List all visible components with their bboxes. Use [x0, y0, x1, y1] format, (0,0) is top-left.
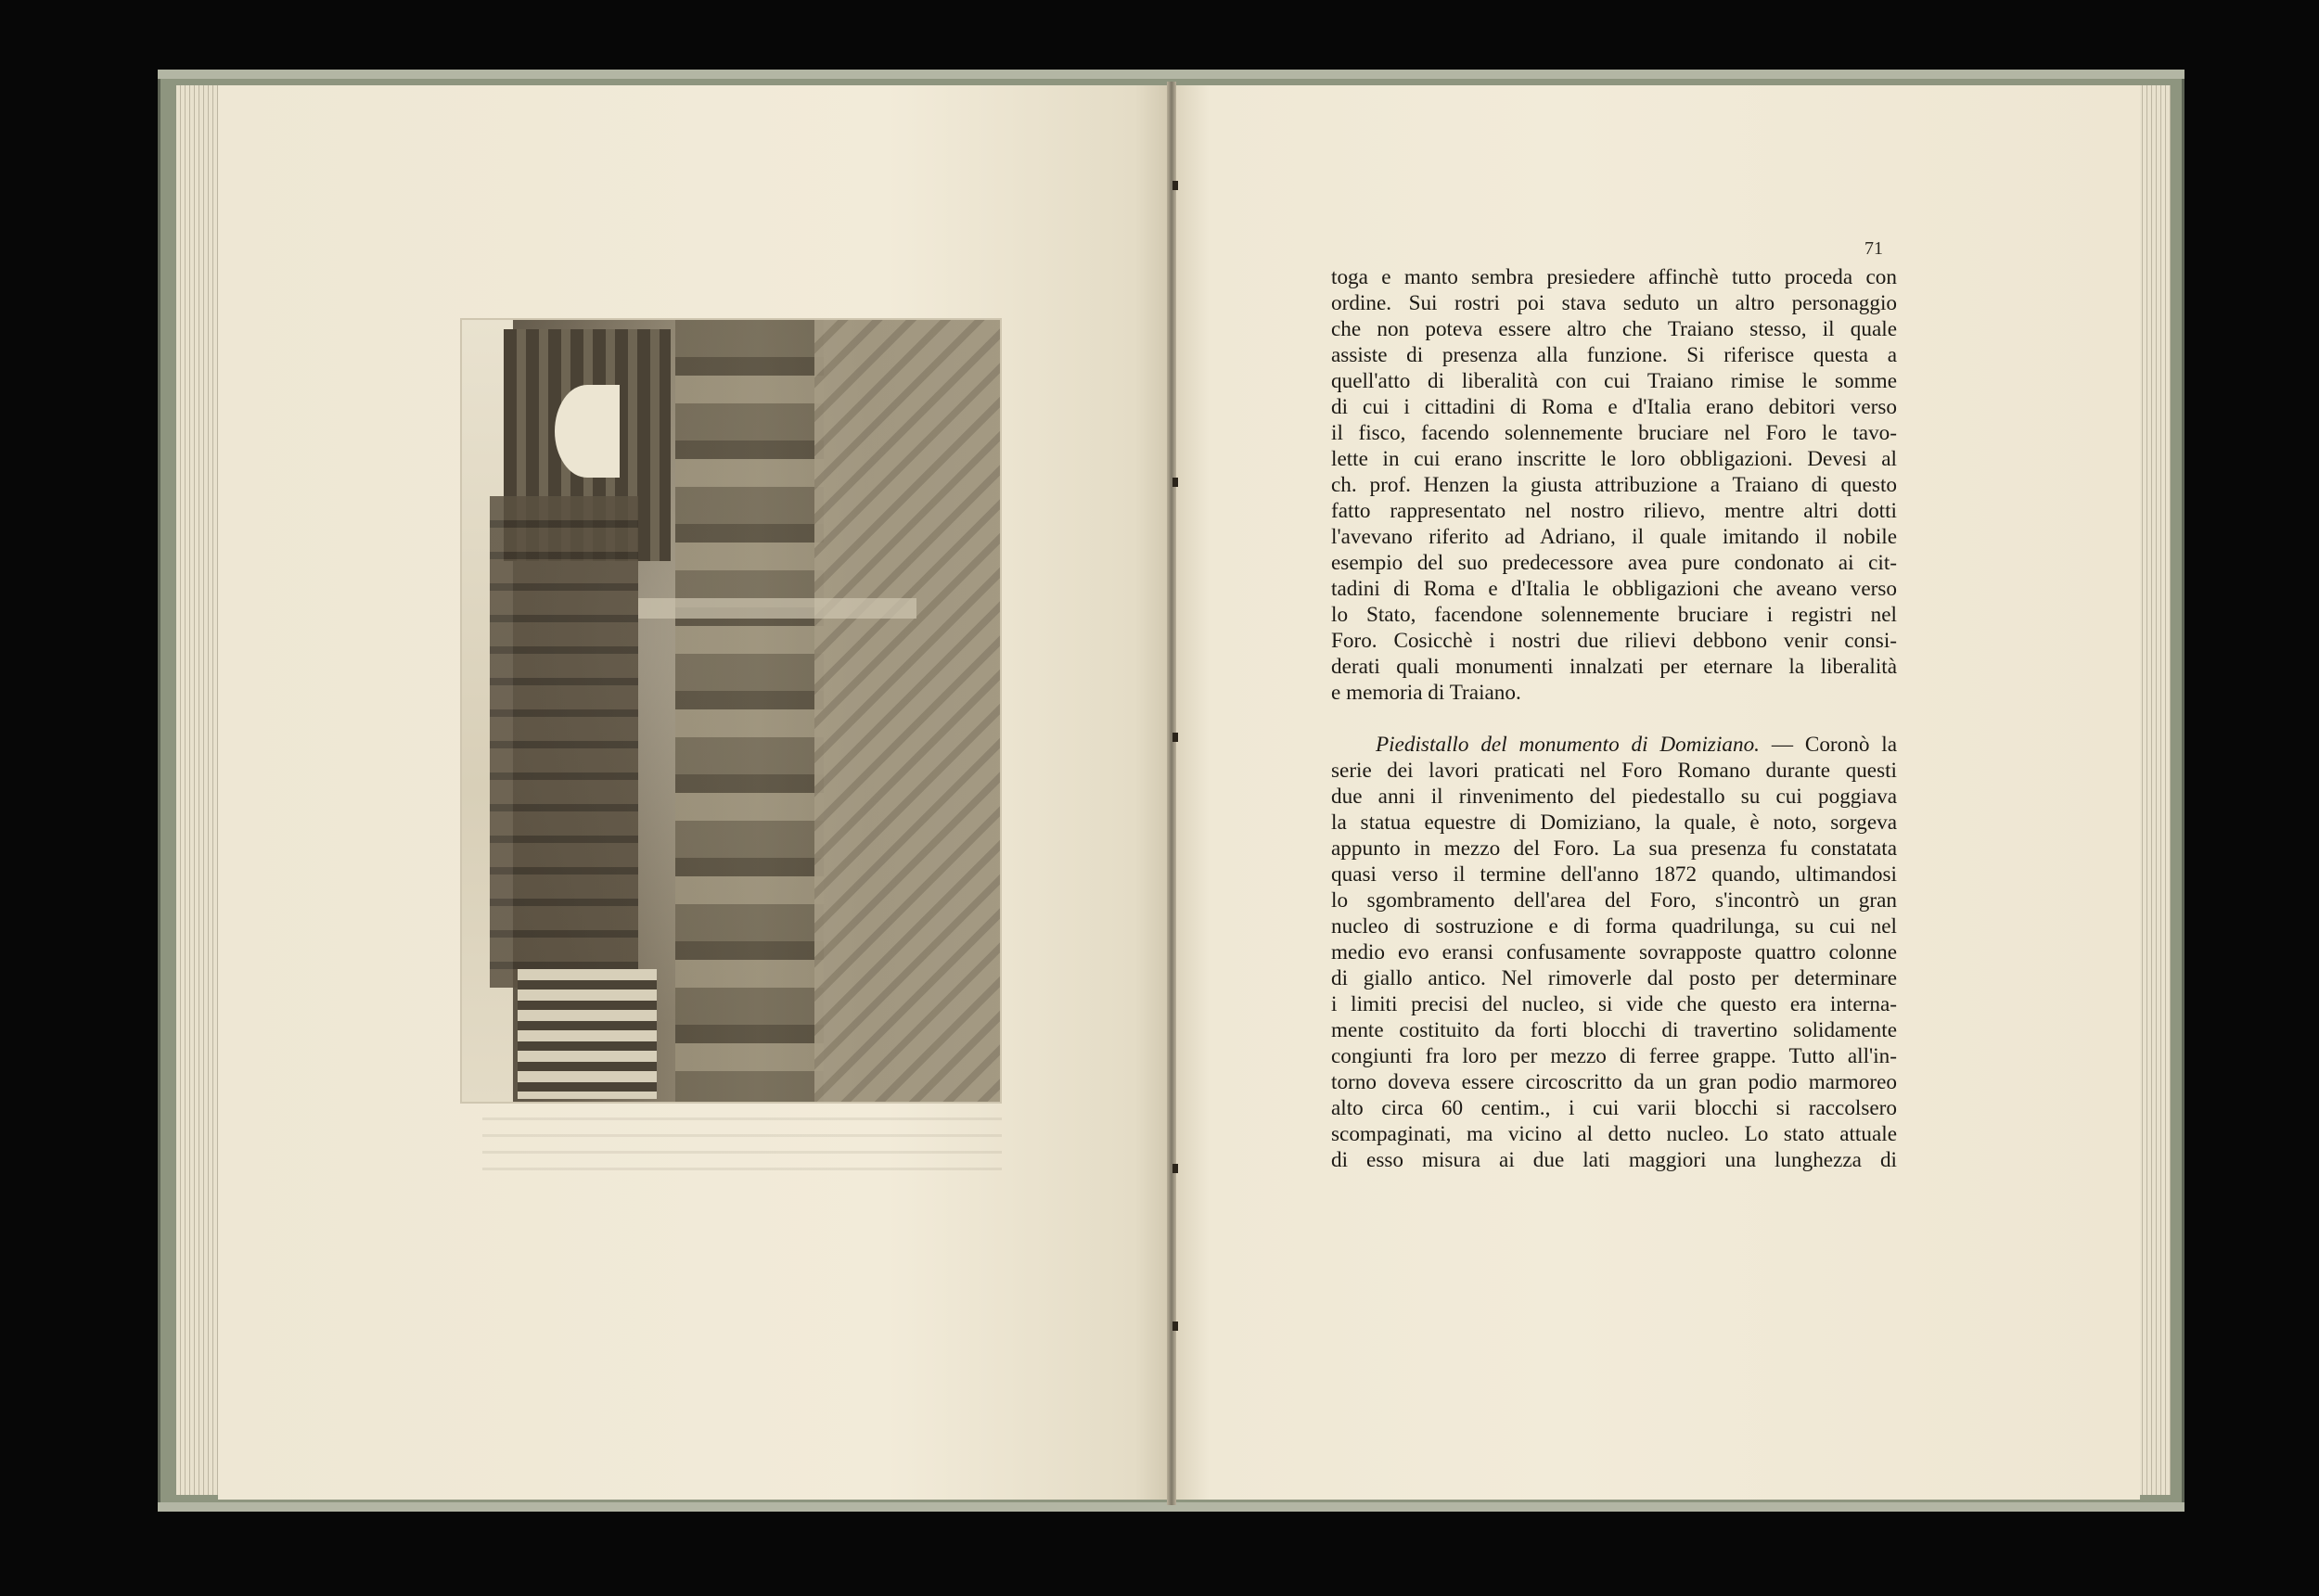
- text-line: i limiti precisi del nucleo, si vide che questo era interna-: [1331, 992, 1897, 1016]
- text-line: medio evo eransi confusamente sovrapposte quattro colonne: [1331, 940, 1897, 964]
- photo-ground: [814, 320, 1000, 1102]
- text-line: il fisco, facendo solennemente bruciare nel Foro le tavo-: [1331, 421, 1897, 445]
- text-line: ch. prof. Henzen la giusta attribuzione a Traiano di questo: [1331, 473, 1897, 497]
- book-gutter: [1167, 82, 1176, 1505]
- photo-column-shaft: [638, 598, 916, 619]
- cover-top-edge: [158, 70, 2184, 79]
- photo-columns: [518, 969, 657, 1099]
- photo-building: [490, 496, 638, 988]
- text-line: Foro. Cosicchè i nostri due rilievi debbono venir consi-: [1331, 629, 1897, 653]
- binding-stitch: [1172, 478, 1178, 487]
- text-line-rest: — Coronò la: [1759, 733, 1897, 757]
- text-line: quell'atto di liberalità con cui Traiano rimise le somme: [1331, 369, 1897, 393]
- text-line: la statua equestre di Domiziano, la quale, è noto, sorgeva: [1331, 811, 1897, 835]
- binding-stitch: [1172, 1164, 1178, 1173]
- text-line: di esso misura ai due lati maggiori una lunghezza di: [1331, 1148, 1897, 1172]
- text-line: appunto in mezzo del Foro. La sua presenza fu constatata: [1331, 836, 1897, 861]
- text-line: assiste di presenza alla funzione. Si riferisce questa a: [1331, 343, 1897, 367]
- text-line: ordine. Sui rostri poi stava seduto un altro personaggio: [1331, 291, 1897, 315]
- text-line: esempio del suo predecessore avea pure condonato ai cit-: [1331, 551, 1897, 575]
- photo-ruins: [675, 320, 824, 1102]
- text-line: derati quali monumenti innalzati per eternare la liberalità: [1331, 655, 1897, 679]
- photo-arch-opening: [555, 385, 620, 478]
- text-line: tadini di Roma e d'Italia le obbligazioni che aveano verso: [1331, 577, 1897, 601]
- text-line: lo sgombramento dell'area del Foro, s'incontrò un gran: [1331, 888, 1897, 913]
- forum-photograph: [462, 320, 1000, 1102]
- text-line: congiunti fra loro per mezzo di ferree grappe. Tutto all'in-: [1331, 1044, 1897, 1068]
- binding-stitch: [1172, 1321, 1178, 1331]
- left-page-edges: [176, 85, 223, 1495]
- text-line: e memoria di Traiano.: [1331, 681, 1521, 705]
- text-line: fatto rappresentato nel nostro rilievo, mentre altri dotti: [1331, 499, 1897, 523]
- text-line: lo Stato, facendone solennemente bruciare i registri nel: [1331, 603, 1897, 627]
- section-heading: Piedistallo del monumento di Domiziano.: [1376, 733, 1760, 757]
- binding-stitch: [1172, 733, 1178, 742]
- binding-stitch: [1172, 181, 1178, 190]
- text-line: quasi verso il termine dell'anno 1872 quando, ultimandosi: [1331, 862, 1897, 887]
- text-line: toga e manto sembra presiedere affinchè tutto proceda con: [1331, 265, 1897, 289]
- text-line: due anni il rinvenimento del piedestallo su cui poggiava: [1331, 785, 1897, 809]
- page-number: 71: [1864, 238, 1883, 259]
- text-line: mente costituito da forti blocchi di travertino solidamente: [1331, 1018, 1897, 1042]
- text-line: serie dei lavori praticati nel Foro Romano durante questi: [1331, 759, 1897, 783]
- text-line: di cui i cittadini di Roma e d'Italia erano debitori verso: [1331, 395, 1897, 419]
- page-body-text: [1331, 264, 1897, 1173]
- text-line: lette in cui erano inscritte le loro obbligazioni. Devesi al: [1331, 447, 1897, 471]
- text-line: l'avevano riferito ad Adriano, il quale imitando il nobile: [1331, 525, 1897, 549]
- paragraph-gap: [1331, 706, 1897, 732]
- text-line: nucleo di sostruzione e di forma quadrilunga, su cui nel: [1331, 914, 1897, 938]
- text-line: di giallo antico. Nel rimoverle dal posto per determinare: [1331, 966, 1897, 990]
- text-line: scompaginati, ma vicino al detto nucleo. Lo stato attuale: [1331, 1122, 1897, 1146]
- text-line: alto circa 60 centim., i cui varii blocchi si raccolsero: [1331, 1096, 1897, 1120]
- text-line: torno doveva essere circoscritto da un gran podio marmoreo: [1331, 1070, 1897, 1094]
- text-line: che non poteva essere altro che Traiano stesso, il quale: [1331, 317, 1897, 341]
- show-through-text: [482, 1117, 1002, 1182]
- section-heading-line: [1331, 732, 1897, 758]
